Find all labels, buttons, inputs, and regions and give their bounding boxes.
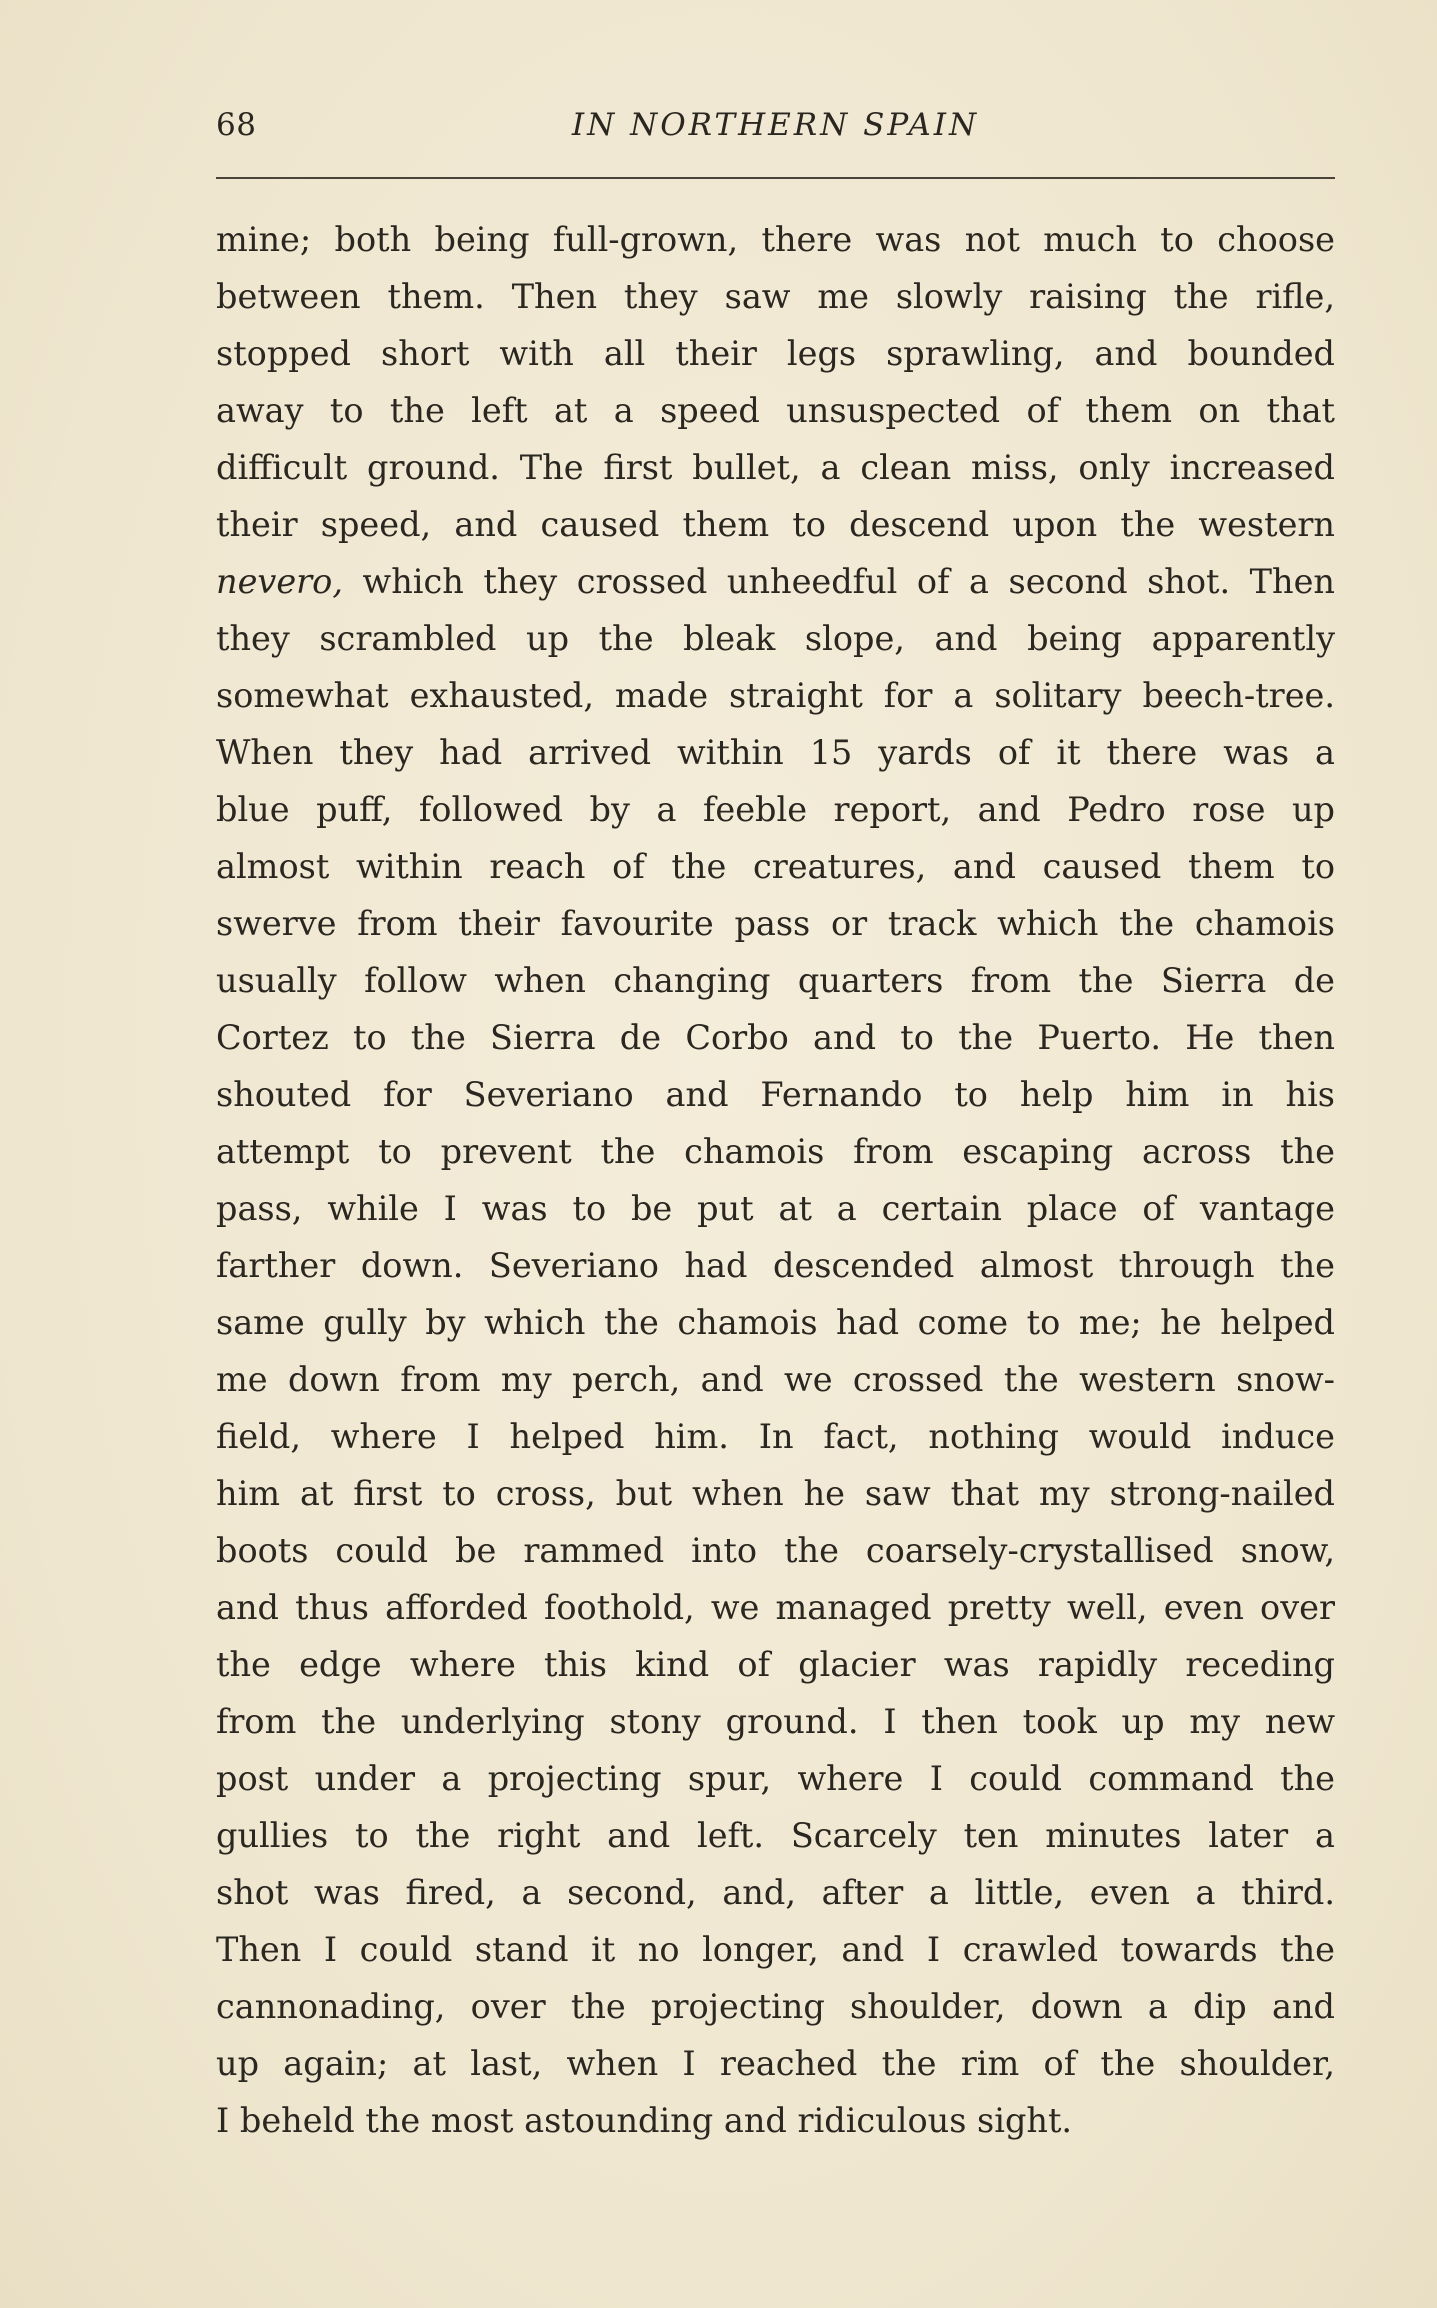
text-line: their speed, and caused them to descend upon the western [216,505,1335,544]
text-line: Then I could stand it no longer, and I crawled towards the [216,1930,1335,1969]
text-line: shot was fired, a second, and, after a little, even a third. [216,1873,1335,1912]
text-line-with-italic [216,553,1335,610]
text-line: up again; at last, when I reached the rim of the shoulder, [216,2044,1335,2083]
text-line-last: I beheld the most astounding and ridiculous sight. [216,2101,1073,2140]
text-line: him at first to cross, but when he saw that my strong-nailed [216,1474,1335,1513]
text-line: same gully by which the chamois had come to me; he helped [216,1303,1335,1342]
text-line: almost within reach of the creatures, and caused them to [216,847,1335,886]
text-line: post under a projecting spur, where I could command the [216,1759,1335,1798]
text-line: field, where I helped him. In fact, nothing would induce [216,1417,1335,1456]
text-line: blue puff, followed by a feeble report, and Pedro rose up [216,790,1335,829]
text-line: Cortez to the Sierra de Corbo and to the Puerto. He then [216,1018,1335,1057]
text-line: me down from my perch, and we crossed the western snow- [216,1360,1335,1399]
text-line: pass, while I was to be put at a certain place of vantage [216,1189,1335,1228]
text-line: swerve from their favourite pass or track which the chamois [216,904,1335,943]
text-line: difficult ground. The first bullet, a clean miss, only increased [216,448,1335,487]
body-text [216,211,1335,2149]
page-number: 68 [216,107,257,143]
text-line: usually follow when changing quarters from the Sierra de [216,961,1335,1000]
text-line: away to the left at a speed unsuspected of them on that [216,391,1335,430]
text-line: the edge where this kind of glacier was rapidly receding [216,1645,1335,1684]
italic-word: nevero, [216,562,343,601]
text-line: from the underlying stony ground. I then took up my new [216,1702,1335,1741]
text-line: somewhat exhausted, made straight for a solitary beech-tree. [216,676,1335,715]
header-rule [216,177,1335,179]
running-head: IN NORTHERN SPAIN [571,107,980,143]
text-line: stopped short with all their legs sprawling, and bounded [216,334,1335,373]
text-line: cannonading, over the projecting shoulder, down a dip and [216,1987,1335,2026]
text-line: When they had arrived within 15 yards of it there was a [216,733,1335,772]
text-line: mine; both being full-grown, there was not much to choose [216,220,1335,259]
text-line: farther down. Severiano had descended almost through the [216,1246,1335,1285]
text-line: they scrambled up the bleak slope, and being apparently [216,619,1335,658]
page-header [216,107,1335,153]
text-line: gullies to the right and left. Scarcely ten minutes later a [216,1816,1335,1855]
text-line: shouted for Severiano and Fernando to help him in his [216,1075,1335,1114]
text-line-rest: which they crossed unheedful of a second shot. Then [342,562,1335,601]
text-line: between them. Then they saw me slowly raising the rifle, [216,277,1335,316]
text-line: boots could be rammed into the coarsely-crystallised snow, [216,1531,1335,1570]
text-line: attempt to prevent the chamois from escaping across the [216,1132,1335,1171]
text-line: and thus afforded foothold, we managed pretty well, even over [216,1588,1335,1627]
